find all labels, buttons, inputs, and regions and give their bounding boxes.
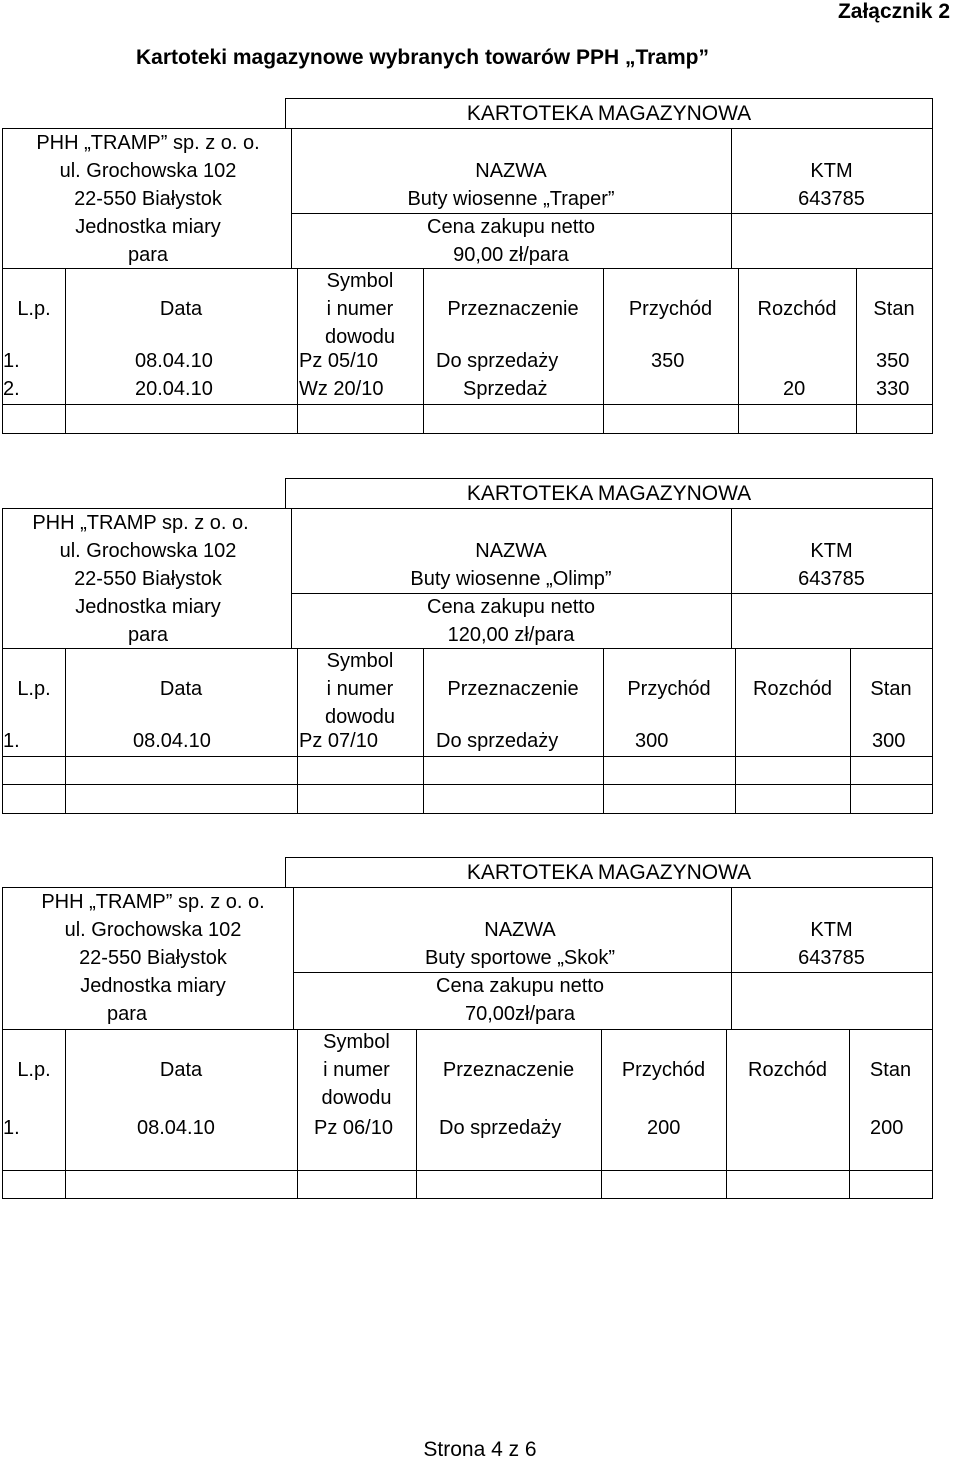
ktm-value: 643785 bbox=[798, 568, 865, 590]
card-title: KARTOTEKA MAGAZYNOWA bbox=[285, 98, 933, 128]
ktm-label: KTM bbox=[810, 160, 853, 182]
cell-in: 350 bbox=[651, 350, 685, 372]
attachment-label: Załącznik 2 bbox=[837, 0, 950, 23]
price-label: Cena zakupu netto bbox=[427, 216, 595, 238]
header-in: Przychód bbox=[628, 298, 713, 320]
ktm-value: 643785 bbox=[798, 947, 865, 969]
unit-label: Jednostka miary bbox=[75, 596, 221, 618]
price-label: Cena zakupu netto bbox=[427, 596, 595, 618]
price-value: 120,00 zł/para bbox=[447, 624, 575, 646]
product-name-label: NAZWA bbox=[475, 160, 547, 182]
product-name: Buty wiosenne „Traper” bbox=[407, 188, 615, 210]
cell-stock: 350 bbox=[876, 350, 910, 372]
price-value: 70,00zł/para bbox=[464, 1003, 576, 1025]
cell-doc: Pz 05/10 bbox=[299, 350, 378, 372]
cell-date: 08.04.10 bbox=[137, 1117, 215, 1139]
card-body bbox=[2, 887, 933, 1199]
header-symbol-3: dowodu bbox=[324, 326, 396, 348]
unit-value: para bbox=[127, 244, 169, 266]
cell-date: 08.04.10 bbox=[133, 730, 211, 752]
company-name: PHH „TRAMP” sp. z o. o. bbox=[36, 132, 260, 154]
header-symbol-1: Symbol bbox=[326, 650, 394, 672]
header-lp: L.p. bbox=[17, 1059, 51, 1081]
header-out: Rozchód bbox=[757, 298, 837, 320]
card-body bbox=[2, 508, 933, 814]
unit-value: para bbox=[106, 1003, 148, 1025]
unit-label: Jednostka miary bbox=[75, 216, 221, 238]
cell-lp: 2. bbox=[3, 378, 20, 400]
cell-lp: 1. bbox=[3, 730, 20, 752]
company-street: ul. Grochowska 102 bbox=[59, 160, 237, 182]
header-lp: L.p. bbox=[17, 678, 51, 700]
header-symbol-2: i numer bbox=[326, 678, 394, 700]
company-street: ul. Grochowska 102 bbox=[59, 540, 237, 562]
cell-lp: 1. bbox=[3, 350, 20, 372]
company-city: 22-550 Białystok bbox=[79, 947, 227, 969]
company-city: 22-550 Białystok bbox=[74, 568, 222, 590]
header-date: Data bbox=[159, 1059, 203, 1081]
cell-doc: Wz 20/10 bbox=[299, 378, 384, 400]
header-out: Rozchód bbox=[748, 1059, 827, 1081]
header-in: Przychód bbox=[621, 1059, 706, 1081]
header-in: Przychód bbox=[627, 678, 711, 700]
header-purpose: Przeznaczenie bbox=[447, 298, 579, 320]
product-name: Buty sportowe „Skok” bbox=[424, 947, 616, 969]
header-lp: L.p. bbox=[17, 298, 51, 320]
company-street: ul. Grochowska 102 bbox=[64, 919, 242, 941]
company-name: PHH „TRAMP” sp. z o. o. bbox=[41, 891, 265, 913]
header-date: Data bbox=[159, 298, 203, 320]
cell-in: 300 bbox=[635, 730, 669, 752]
ktm-label: KTM bbox=[810, 540, 853, 562]
header-purpose: Przeznaczenie bbox=[447, 678, 579, 700]
cell-purpose: Sprzedaż bbox=[463, 378, 548, 400]
cell-purpose: Do sprzedaży bbox=[439, 1117, 562, 1139]
cell-stock: 300 bbox=[872, 730, 906, 752]
card-title: KARTOTEKA MAGAZYNOWA bbox=[285, 478, 933, 508]
unit-value: para bbox=[127, 624, 169, 646]
cell-stock: 200 bbox=[870, 1117, 904, 1139]
company-city: 22-550 Białystok bbox=[74, 188, 222, 210]
cell-stock: 330 bbox=[876, 378, 910, 400]
header-symbol-3: dowodu bbox=[321, 1087, 392, 1109]
header-symbol-2: i numer bbox=[323, 1059, 390, 1081]
card-title: KARTOTEKA MAGAZYNOWA bbox=[285, 857, 933, 887]
card-body bbox=[2, 128, 933, 434]
cell-doc: Pz 07/10 bbox=[299, 730, 378, 752]
cell-lp: 1. bbox=[3, 1117, 20, 1139]
header-stock: Stan bbox=[870, 678, 912, 700]
cell-in: 200 bbox=[647, 1117, 681, 1139]
ktm-label: KTM bbox=[810, 919, 853, 941]
page-footer: Strona 4 z 6 bbox=[423, 1438, 537, 1461]
product-name: Buty wiosenne „Olimp” bbox=[410, 568, 612, 590]
header-symbol-2: i numer bbox=[326, 298, 394, 320]
header-symbol-3: dowodu bbox=[324, 706, 396, 728]
cell-date: 20.04.10 bbox=[135, 378, 213, 400]
company-name: PHH „TRAMP sp. z o. o. bbox=[32, 512, 249, 534]
page-heading: Kartoteki magazynowe wybranych towarów PPH „Tramp” bbox=[136, 46, 709, 69]
price-label: Cena zakupu netto bbox=[436, 975, 604, 997]
cell-date: 08.04.10 bbox=[135, 350, 213, 372]
product-name-label: NAZWA bbox=[475, 540, 547, 562]
cell-doc: Pz 06/10 bbox=[314, 1117, 393, 1139]
header-purpose: Przeznaczenie bbox=[442, 1059, 575, 1081]
cell-purpose: Do sprzedaży bbox=[436, 350, 559, 372]
header-stock: Stan bbox=[873, 298, 915, 320]
header-date: Data bbox=[159, 678, 203, 700]
cell-out: 20 bbox=[783, 378, 806, 400]
header-symbol-1: Symbol bbox=[323, 1031, 390, 1053]
header-symbol-1: Symbol bbox=[326, 270, 394, 292]
unit-label: Jednostka miary bbox=[80, 975, 226, 997]
header-out: Rozchód bbox=[753, 678, 832, 700]
cell-purpose: Do sprzedaży bbox=[436, 730, 559, 752]
header-stock: Stan bbox=[869, 1059, 912, 1081]
product-name-label: NAZWA bbox=[484, 919, 556, 941]
ktm-value: 643785 bbox=[798, 188, 865, 210]
price-value: 90,00 zł/para bbox=[453, 244, 569, 266]
